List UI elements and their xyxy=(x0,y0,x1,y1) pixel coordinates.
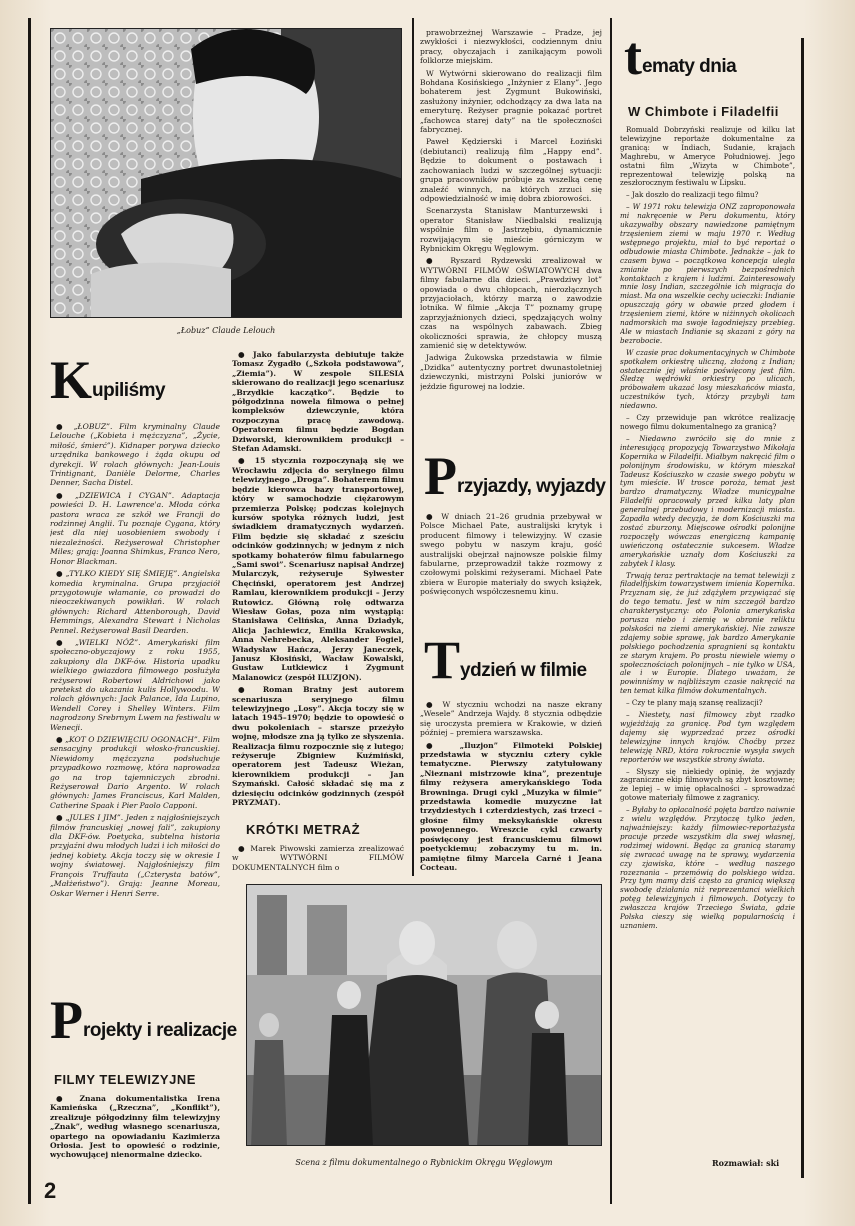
paragraph: Romuald Dobrzyński realizuje od kilku lat telewizyjne reportaże dokumentalne za granicą: w Indiach, Sudanie, krajach Maghrebu, w Ameryce Południowej. Jego ostatni film „Wizyta w Chimbote”, reprezentował telewizję polską na zeszłorocznym festiwalu w Lipsku. xyxy=(620,126,795,188)
interview-signature: Rozmawiał: ski xyxy=(712,1158,780,1168)
paragraph: W czasie prac dokumentacyjnych w Chimbote spotkałem orkiestrę uliczną, złożoną z Indian; ostatecznie jej właśnie poświęcony jest film. Śledzę wędrówki orkiestry po ulicach, próbowałem ukazać losy mieszkańców miasta, uczestników tych, którzy przybyli tam niedawno. xyxy=(620,347,795,411)
subheading-filmy-telewizyjne: FILMY TELEWIZYJNE xyxy=(54,1072,196,1087)
paragraph: ● W styczniu wchodzi na nasze ekrany „Wesele” Andrzeja Wajdy. 8 stycznia odbędzie się uroczysta premiera w Krakowie, w dzień później – premiera warszawska. xyxy=(420,700,602,738)
section-heading-tematy xyxy=(624,26,737,86)
heading-rest: upiliśmy xyxy=(92,380,166,401)
paragraph: – Byłaby to opłacalność pojęta bardzo naiwnie z wielu względów. Przytoczę tylko jeden, najważniejszy: każdy filmowiec-reportażysta pracuje przede wszystkim dla swej własnej, rodzimej widowni. Będąc za granicą staramy się zwracać uwagę na te sprawy, wydarzenia czy zjawiska, które – według naszego rozeznania – przemówią do polskiego widza. Przy tym mamy dziś często za granicą większą swobodę działania niż reprezentanci wielkich potęg telewizyjnych i filmowych. Dotyczy to zwłaszcza krajów Trzeciego Świata, gdzie Polska cieszy się wielką popularnością i uznaniem. xyxy=(620,805,795,930)
column-left-kupilismy xyxy=(50,422,220,992)
section-heading-przyjazdy xyxy=(424,446,606,506)
column-third xyxy=(420,28,602,438)
column-third-tydzien xyxy=(420,700,602,876)
top-photo-caption: „Łobuz” Claude Lelouch xyxy=(176,326,276,335)
paragraph: ● Ryszard Rydzewski zrealizował w WYTWÓRNI FILMÓW OŚWIATOWYCH dwa filmy fabularne dla dzieci. „Prawdziwy lot” opowiada o dwu chłopcach, nierozłącznych przyjaciołach, którzy marzą o zawodzie lotnika. W filmie „Akcja T” poznamy grupę zaprzyjaźnionych dzieci, spędzających wolny czas na wspólnych zabawach. Zbieg okoliczności sprawia, że chłopcy muszą zamienić się w detektywów. xyxy=(420,256,602,350)
right-border-rule xyxy=(801,38,804,1178)
paragraph: ● „ŁOBUZ”. Film kryminalny Claude Lelouche („Kobieta i mężczyzna”, „Życie, miłość, śmierć”). Kidnaper porywa dziecko urzędnika bankowego i żąda okupu od dyrekcji. W rolach głównych: Jean-Louis Trintignant, Danièle Delorme, Charles Denner, Sacha Distel. xyxy=(50,422,220,488)
column-third-przyjazdy xyxy=(420,512,602,622)
paragraph: ● Jako fabularzysta debiutuje także Tomasz Zygadło („Szkoła podstawowa”, „Ziemia”). W zespole SILESIA skierowano do realizacji jego scenariusz „Brzydkie kaczątko”. Będzie to półgodzinna nowela filmowa o pełnej kompleksów dziewczynie, która rozpoczyna pracę zawodową. Operatorem filmu będzie Bogdan Dziworski, kierownikiem produkcji – Stefan Adamski. xyxy=(232,350,404,454)
heading-rest: ematy dnia xyxy=(641,56,737,77)
column-middle xyxy=(232,350,404,812)
heading-initial: P xyxy=(50,990,83,1050)
column-right-tematy xyxy=(620,126,795,1150)
paragraph: ● „JULES I JIM”. Jeden z najgłośniejszych filmów francuskiej „nowej fali”, zakupiony dla DKF-ów. Poetycka, subtelna historia przyjaźni dwu młodych ludzi i ich miłości do jednej kobiety. Akcja toczy się w okresie I wojny światowej. Najgłośniejszy film François Truffauta („Czterysta batów”, „Małżeństwo”). Grają: Jeanne Moreau, Oskar Werner i Henri Serre. xyxy=(50,813,220,898)
subheading-krotki-metraz: KRÓTKI METRAŻ xyxy=(246,822,361,837)
heading-rest: ydzień w filmie xyxy=(460,660,587,681)
section-heading-tydzien xyxy=(424,630,587,690)
paragraph: Trwają teraz pertraktacje na temat telewizji z filadelfijskim towarzystwem imienia Kopernika. Przyznam się, że już zdążyłem przywiązać się do tego tematu. Jest w nim szczegół bardzo charakterystyczny: oto Polonia amerykańska porusza niebo i ziemię w obronie reliktu polskości na ziemi amerykańskiej. Nie zawsze zdajemy sobie sprawę, jak bardzo Amerykanie polskiego pochodzenia spragnieni są kontaktu ze starym krajem. Po prostu niewiele wiemy o społecznościach polonijnych – nie tylko w USA, ale i w Europie. Dlatego uważam, że powinniśmy w najbliższym czasie nakręcić na ten temat kilka filmów dokumentalnych. xyxy=(620,570,795,696)
heading-initial: T xyxy=(424,630,461,690)
paragraph: ● Znana dokumentalistka Irena Kamieńska („Rzeczna”, „Konflikt”), zrealizuje półgodzinny film telewizyjny „Znak”, według własnego scenariusza, opartego na opowiadaniu Kazimierza Orłosia. Jest to opowieść o rodzinie, wychowującej nienormalne dziecko. xyxy=(50,1094,220,1160)
paragraph: Paweł Kędzierski i Marcel Łoziński (debiutanci) realizują film „Happy end”. Będzie to dokument o postawach i zachowaniach ludzi w szczególnej sytuacji: grupa pracowników próbuje za wszelką cenę znaleźć winnych, na których zrzuci się odpowiedzialność w imię dobra zbiorowości. xyxy=(420,137,602,203)
paragraph: – Słyszy się niekiedy opinię, że wyjazdy zagraniczne ekip filmowych są zbyt kosztowne; że lepiej – w imię opłacalności – sprowadzać gotowe materiały filmowe z zagranicy. xyxy=(620,766,795,803)
paragraph: ● „KOT O DZIEWIĘCIU OGONACH”. Film sensacyjny produkcji włosko-francuskiej. Niewidomy mężczyzna podsłuchuje przypadkowo rozmowę, która naprowadza go na trop tajemniczych zbrodni. Reżyserował Dario Argento. W rolach głównych: James Franciscus, Karl Malden, Catherine Spaak i Pier Paolo Capponi. xyxy=(50,735,220,810)
paragraph: – Czy przewiduje pan wkrótce realizację nowego filmu dokumentalnego za granicą? xyxy=(620,413,795,431)
heading-rest: rojekty i realizacje xyxy=(83,1020,237,1041)
bottom-photo xyxy=(246,884,602,1146)
column-rule-middle xyxy=(412,18,414,876)
paragraph: ● 15 stycznia rozpoczynają się we Wrocławiu zdjęcia do serylnego filmu telewizyjnego „Droga”. Bohaterem filmu będzie kierowca bazy transportowej, który w samochodzie ciężarowym przemierza Polskę; podczas kolejnych kursów spotyka różnych ludzi, jest świadkiem dramatycznych wydarzeń. Film będzie się składać z sześciu odcinków godzinnych; w jednym z nich spotkamy bohaterów filmu fabularnego „Sami swoi”. Scenariusz napisał Andrzej Mularczyk, reżyseruje Sylwester Chęciński, operatorem jest Andrzej Ramlau, kierownikiem produkcji – Jerzy Rutowicz. Główną rolę odtwarza Wiesław Gołas, poza nim wystąpią: Stanisława Celińska, Anna Dziadyk, Alicja Jachiewicz, Emilia Krakowska, Anna Nehrebecka, Aleksander Fogiel, Władysław Hańcza, Jerzy Janeczek, Janusz Kłosiński, Wacław Kowalski, Gustaw Lutkiewicz i Zygmunt Malanowicz (zespół ILUZJON). xyxy=(232,456,404,682)
subheading-chimbote: W Chimbote i Filadelfii xyxy=(628,104,779,119)
paragraph: – Niestety, nasi filmowcy zbyt rzadko wyjeżdżają za granicę. Pod tym względem dajemy się wyprzedzać przez ośrodki telewizyjne innych krajów. Choćby przez telewizję NRD, która rokrocznie wysyła swych reporterów we wszystkie strony świata. xyxy=(620,710,795,764)
paragraph: prawobrzeżnej Warszawie – Pradze, jej zwykłości i niezwykłości, codziennym dniu pracy, obyczajach i zanikającym powoli folklorze miejskim. xyxy=(420,28,602,66)
heading-rest: rzyjazdy, wyjazdy xyxy=(457,476,606,497)
photo-couple-image xyxy=(51,29,402,318)
paragraph: ● Roman Bratny jest autorem scenariusza seryjnego filmu telewizyjnego „Losy”. Akcja toczy się w latach 1945–1970; będzie to opowieść o dwu pokoleniach – starsze przeżyło wojnę, młodsze zna ją tylko ze słyszenia. Realizacja filmu rozpocznie się z lutego; reżyseruje Zbigniew Kuźmiński, operatorem jest Tadeusz Wieżan, kierownikiem produkcji – Jan Szymański. Całość składać się ma z dziesięciu odcinków godzinnych (zespół PRYZMAT). xyxy=(232,685,404,808)
paragraph: ● Marek Piwowski zamierza zrealizować w WYTWÓRNI FILMÓW DOKUMENTALNYCH film o xyxy=(232,844,404,872)
paragraph: Scenarzysta Stanisław Manturzewski i operator Stanisław Niedbalski realizują wspólnie film o Jastrzębiu, dynamicznie rozwijającym się mieście górniczym w Rybnickim Okręgu Węglowym. xyxy=(420,206,602,253)
paragraph: ● „TYLKO KIEDY SIĘ ŚMIEJĘ”. Angielska komedia kryminalna. Grupa przyjaciół przygotowuje włamanie, co prowadzi do nieoczekiwanych powikłań. W rolach głównych: Richard Attenborough, David Hemmings, Alexandra Stewart i Nicholas Pennel. Reżyserował Basil Dearden. xyxy=(50,569,220,635)
top-photo xyxy=(50,28,402,318)
paragraph: ● „DZIEWICA I CYGAN”. Adaptacja powieści D. H. Lawrence'a. Młoda córka pastora wraca ze szkół we Francji do rodzinnej Anglii. Tu poznaje Cygana, który jest dla niej uosobieniem swobody i niezależności. Reżyserował Christopher Miles; grają: Joanna Shimkus, Franco Nero, Honor Blackman. xyxy=(50,490,220,566)
paragraph: ● „Iluzjon” Filmoteki Polskiej przedstawia w styczniu cztery cykle tematyczne. Pierwszy zatytułowany „Nieznani mistrzowie kina”, prezentuje filmy reżysera amerykańskiego Toda Browninga. Drugi cykl „Muzyka w filmie” przedstawia komedie muzyczne lat trzydziestych i czterdziestych, zaś trzeci – głośne filmy meksykańskie okresu powojennego. Wreszcie cykl czwarty poświęcony jest francuskiemu filmowi poetyckiemu; zobaczymy tu m. in. pamiętne filmy Marcela Carné i Jeana Cocteau. xyxy=(420,740,602,872)
paragraph: – Czy te plany mają szansę realizacji? xyxy=(626,698,763,708)
column-rule-right xyxy=(610,18,612,1204)
heading-initial: P xyxy=(424,446,457,506)
paragraph: – Jak doszło do realizacji tego filmu? xyxy=(626,190,759,200)
page-number: 2 xyxy=(44,1178,57,1203)
column-middle-krotki xyxy=(232,844,404,876)
paragraph: – W 1971 roku telewizja ONZ zaproponowała mi nakręcenie w Peru dokumentu, który ukazywałby obszary nawiedzone pamiętnym trzęsieniem ziemi w maju 1970 r. Według wstępnego projektu, miał to być reportaż o odbudowie miasta Chimbote. Jednakże – jak to czasem bywa – początkowa koncepcja uległa zmianie po pierwszych bezpośrednich kontaktach z krajem i ludźmi. Zainteresowały mnie losy Indian, szczególnie ich migracja do miast. Ma ona wszelkie cechy ucieczki: Indianie opuszczają góry w obawie przed głodem i trzęsieniem ziemi, które w niżinnych okolicach nadmorskich ma swoje łagodniejszy przebieg. Ale w miastach Indianie są skazani z góry na bezrobocie. xyxy=(620,202,795,345)
paragraph: ● „WIELKI NÓŻ”. Amerykański film społeczno-obyczajowy z roku 1955, zakupiony dla DKF-ów. Historia upadku wielkiego gwiazdora filmowego posłużyła reżyserowi Robertowi Aldrichowi jako pretekst do ukazania kulis Hollywoodu. W rolach głównych: Jack Palance, Ida Lupino, Wendell Corey i Shelley Winters. Film nagrodzony Srebrnym Lwem na festiwalu w Wenecji. xyxy=(50,637,220,732)
heading-initial: K xyxy=(50,350,93,410)
left-border-rule xyxy=(28,18,31,1204)
section-heading-projekty xyxy=(50,990,237,1050)
column-left-projekty xyxy=(50,1094,220,1172)
paragraph: W Wytwórni skierowano do realizacji film Bohdana Kosińskiego „Inżynier z Elany”. Jego bohaterem jest Zygmunt Bukowiński, zasłużony inżynier, odchodzący za dwa lata na emeryturę. Reżyser pragnie pokazać portret „fachowca starej daty” na tle społeczności fabrycznej. xyxy=(420,68,602,135)
paragraph: Jadwiga Żukowska przedstawia w filmie „Dzidka” autentyczny portret dwunastoletniej dziewczynki, mistrzyni Polski juniorów w jeździe figurowej na lodzie. xyxy=(420,353,602,391)
photo-documentary-scene-image xyxy=(247,885,602,1146)
heading-initial: t xyxy=(624,26,642,86)
paragraph: – Niedawno zwróciło się do mnie z interesującą propozycją Towarzystwo Mikołaja Kopernika w Filadelfii. Miałbym nakręcić film o polonijnym środowisku, w którym mieszkał Tadeusz Kościuszko w czasie swego pobytu w tym mieście. W trosce poroża, temat jest bardzo dramatyczny. Władze municypalne Filadelfii opracowały przed kilku laty plan generalnej przebudowy i modernizacji miasta. Zapadła wtedy decyzja, że dom Kościuszki ma zostać zburzony. Miejscowe ośrodki polonijne rozpoczęły wówczas energiczną kampanię uwieńczoną ostatecznie sukcesem. Władze amerykańskie uznały dom Kościuszki za zabytek I klasy. xyxy=(620,433,795,568)
bottom-photo-caption: Scena z filmu dokumentalnego o Rybnickim Okręgu Węglowym xyxy=(295,1158,553,1167)
paragraph: ● W dniach 21–26 grudnia przebywał w Polsce Michael Pate, australijski krytyk i producent filmowy i telewizyjny. W czasie swego pobytu w naszym kraju, gość australijski obejrzał najnowsze polskie filmy fabularne, przeprowadził także rozmowy z czołowymi polskimi reżyserami. Michael Pate zbiera w Europie materiały do swych książek, poświęconych współczesnemu kinu. xyxy=(420,512,602,597)
section-heading-kupilismy xyxy=(50,350,166,410)
